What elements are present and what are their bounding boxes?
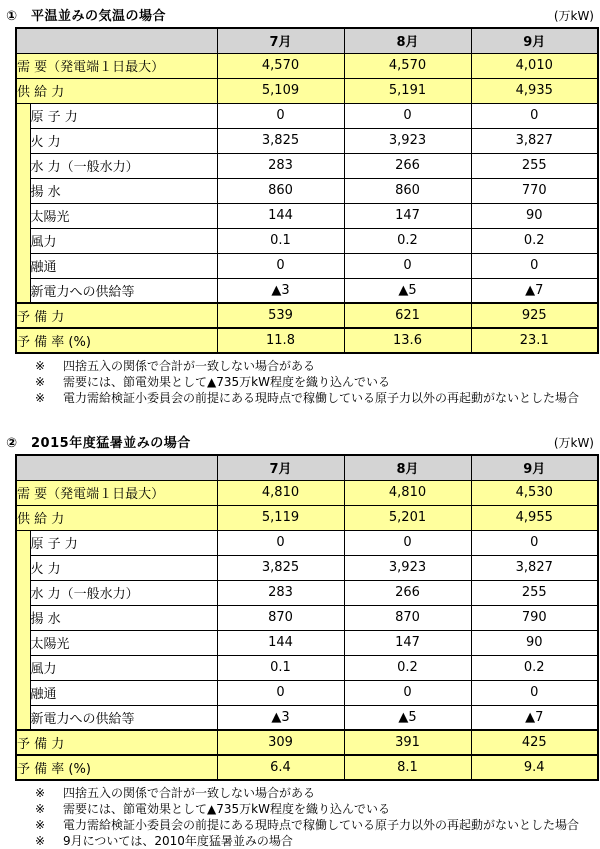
table-row [16, 705, 598, 730]
supply-demand-table [15, 454, 599, 781]
cell-value: ▲3 [217, 278, 344, 303]
cell-value: 790 [471, 605, 598, 630]
table-row [16, 580, 598, 605]
note-marker: ※ [35, 359, 46, 373]
table-header-row [16, 455, 598, 480]
cell-value: 0 [344, 103, 471, 128]
cell-value: 0 [471, 680, 598, 705]
cell-value: ▲5 [344, 705, 471, 730]
cell-value: 4,570 [344, 53, 471, 78]
cell-value: 860 [217, 178, 344, 203]
table-corner-cell [16, 455, 217, 480]
table-row [16, 730, 598, 755]
cell-value: 539 [217, 303, 344, 328]
table-row [16, 53, 598, 78]
table-row [16, 278, 598, 303]
table-row [16, 78, 598, 103]
row-label: 太陽光 [30, 630, 217, 655]
cell-value: 3,827 [471, 555, 598, 580]
cell-value: 870 [217, 605, 344, 630]
cell-value: 283 [217, 580, 344, 605]
cell-value: 0 [344, 680, 471, 705]
section-title: ② 2015年度猛暑並みの場合 [6, 436, 191, 451]
note [35, 374, 598, 390]
table-header-row [16, 28, 598, 53]
cell-value: 3,827 [471, 128, 598, 153]
row-label: 供 給 力 [16, 78, 217, 103]
cell-value: 0.2 [344, 655, 471, 680]
cell-value: 425 [471, 730, 598, 755]
cell-value: 266 [344, 153, 471, 178]
cell-value: 5,119 [217, 505, 344, 530]
table-row [16, 505, 598, 530]
cell-value: 4,010 [471, 53, 598, 78]
note-text: 四捨五入の関係で合計が一致しない場合がある [63, 359, 316, 373]
note-marker: ※ [35, 818, 46, 832]
cell-value: ▲7 [471, 705, 598, 730]
row-label: 融通 [30, 680, 217, 705]
supply-demand-table [15, 27, 599, 354]
section-gap [4, 412, 598, 430]
cell-value: 0 [471, 103, 598, 128]
note-marker: ※ [35, 802, 46, 816]
cell-value: 13.6 [344, 328, 471, 353]
row-label: 供 給 力 [16, 505, 217, 530]
row-label: 予 備 率 (%) [16, 755, 217, 780]
cell-value: 255 [471, 580, 598, 605]
cell-value: 3,825 [217, 555, 344, 580]
unit-label: (万kW) [553, 9, 594, 23]
row-label: 風力 [30, 228, 217, 253]
table-row [16, 153, 598, 178]
row-label: 融通 [30, 253, 217, 278]
section-hot-summer [4, 432, 598, 849]
row-label: 揚 水 [30, 178, 217, 203]
note [35, 833, 598, 849]
row-label: 火 力 [30, 128, 217, 153]
cell-value: 391 [344, 730, 471, 755]
cell-value: 0.2 [344, 228, 471, 253]
note [35, 358, 598, 374]
cell-value: 147 [344, 203, 471, 228]
cell-value: 266 [344, 580, 471, 605]
cell-value: ▲5 [344, 278, 471, 303]
supply-substrip [16, 530, 30, 730]
note [35, 801, 598, 817]
cell-value: 0 [217, 253, 344, 278]
note [35, 785, 598, 801]
table-row [16, 303, 598, 328]
cell-value: 0.2 [471, 228, 598, 253]
month-header: 9月 [471, 455, 598, 480]
note-text: 9月については、2010年度猛暑並みの場合 [63, 834, 293, 848]
row-label: 原 子 力 [30, 530, 217, 555]
cell-value: 255 [471, 153, 598, 178]
month-header: 8月 [344, 28, 471, 53]
month-header: 7月 [217, 28, 344, 53]
cell-value: 0 [471, 253, 598, 278]
cell-value: 90 [471, 630, 598, 655]
cell-value: 0 [217, 530, 344, 555]
row-label: 予 備 力 [16, 303, 217, 328]
cell-value: 144 [217, 203, 344, 228]
table-row [16, 203, 598, 228]
table-row [16, 178, 598, 203]
cell-value: 0.1 [217, 228, 344, 253]
table-corner-cell [16, 28, 217, 53]
row-label: 新電力への供給等 [30, 278, 217, 303]
note-text: 四捨五入の関係で合計が一致しない場合がある [63, 786, 316, 800]
row-label: 水 力（一般水力） [30, 153, 217, 178]
cell-value: 309 [217, 730, 344, 755]
cell-value: 0 [471, 530, 598, 555]
cell-value: 147 [344, 630, 471, 655]
month-header: 8月 [344, 455, 471, 480]
table-row [16, 328, 598, 353]
note [35, 817, 598, 833]
cell-value: ▲3 [217, 705, 344, 730]
cell-value: 4,935 [471, 78, 598, 103]
cell-value: 11.8 [217, 328, 344, 353]
note-marker: ※ [35, 375, 46, 389]
table-row [16, 630, 598, 655]
cell-value: 283 [217, 153, 344, 178]
row-label: 揚 水 [30, 605, 217, 630]
note-marker: ※ [35, 834, 46, 848]
cell-value: 4,810 [344, 480, 471, 505]
row-label: 水 力（一般水力） [30, 580, 217, 605]
row-label: 原 子 力 [30, 103, 217, 128]
notes-block [35, 358, 598, 406]
table-row [16, 605, 598, 630]
cell-value: 9.4 [471, 755, 598, 780]
cell-value: 0 [217, 680, 344, 705]
cell-value: 8.1 [344, 755, 471, 780]
note-text: 需要には、節電効果として▲735万kW程度を織り込んでいる [63, 802, 390, 816]
row-label: 新電力への供給等 [30, 705, 217, 730]
note-text: 電力需給検証小委員会の前提にある現時点で稼働している原子力以外の再起動がないとした場合 [63, 391, 580, 405]
cell-value: 4,955 [471, 505, 598, 530]
cell-value: 6.4 [217, 755, 344, 780]
cell-value: 860 [344, 178, 471, 203]
notes-block [35, 785, 598, 849]
cell-value: 925 [471, 303, 598, 328]
section-title: ① 平温並みの気温の場合 [6, 9, 167, 24]
cell-value: ▲7 [471, 278, 598, 303]
table-row [16, 655, 598, 680]
cell-value: 5,109 [217, 78, 344, 103]
row-label: 風力 [30, 655, 217, 680]
section-normal-temp [4, 5, 598, 406]
table-row [16, 555, 598, 580]
cell-value: 0 [344, 253, 471, 278]
table-row [16, 103, 598, 128]
cell-value: 3,923 [344, 555, 471, 580]
unit-label: (万kW) [553, 436, 594, 450]
table-row [16, 755, 598, 780]
cell-value: 621 [344, 303, 471, 328]
note-marker: ※ [35, 786, 46, 800]
row-label: 予 備 力 [16, 730, 217, 755]
month-header: 7月 [217, 455, 344, 480]
row-label: 火 力 [30, 555, 217, 580]
table-row [16, 480, 598, 505]
cell-value: 4,530 [471, 480, 598, 505]
cell-value: 870 [344, 605, 471, 630]
cell-value: 0 [217, 103, 344, 128]
cell-value: 5,191 [344, 78, 471, 103]
cell-value: 23.1 [471, 328, 598, 353]
section-header [6, 5, 596, 24]
cell-value: 0.2 [471, 655, 598, 680]
table-row [16, 228, 598, 253]
row-label: 太陽光 [30, 203, 217, 228]
note-marker: ※ [35, 391, 46, 405]
cell-value: 4,810 [217, 480, 344, 505]
table-row [16, 680, 598, 705]
row-label: 需 要（発電端１日最大） [16, 480, 217, 505]
table-row [16, 128, 598, 153]
supply-substrip [16, 103, 30, 303]
table-row [16, 530, 598, 555]
cell-value: 5,201 [344, 505, 471, 530]
cell-value: 0.1 [217, 655, 344, 680]
cell-value: 3,825 [217, 128, 344, 153]
cell-value: 4,570 [217, 53, 344, 78]
section-header [6, 432, 596, 451]
cell-value: 144 [217, 630, 344, 655]
cell-value: 0 [344, 530, 471, 555]
note-text: 電力需給検証小委員会の前提にある現時点で稼働している原子力以外の再起動がないとした場合 [63, 818, 580, 832]
row-label: 需 要（発電端１日最大） [16, 53, 217, 78]
table-row [16, 253, 598, 278]
cell-value: 770 [471, 178, 598, 203]
cell-value: 3,923 [344, 128, 471, 153]
cell-value: 90 [471, 203, 598, 228]
note-text: 需要には、節電効果として▲735万kW程度を織り込んでいる [63, 375, 390, 389]
note [35, 390, 598, 406]
month-header: 9月 [471, 28, 598, 53]
row-label: 予 備 率 (%) [16, 328, 217, 353]
